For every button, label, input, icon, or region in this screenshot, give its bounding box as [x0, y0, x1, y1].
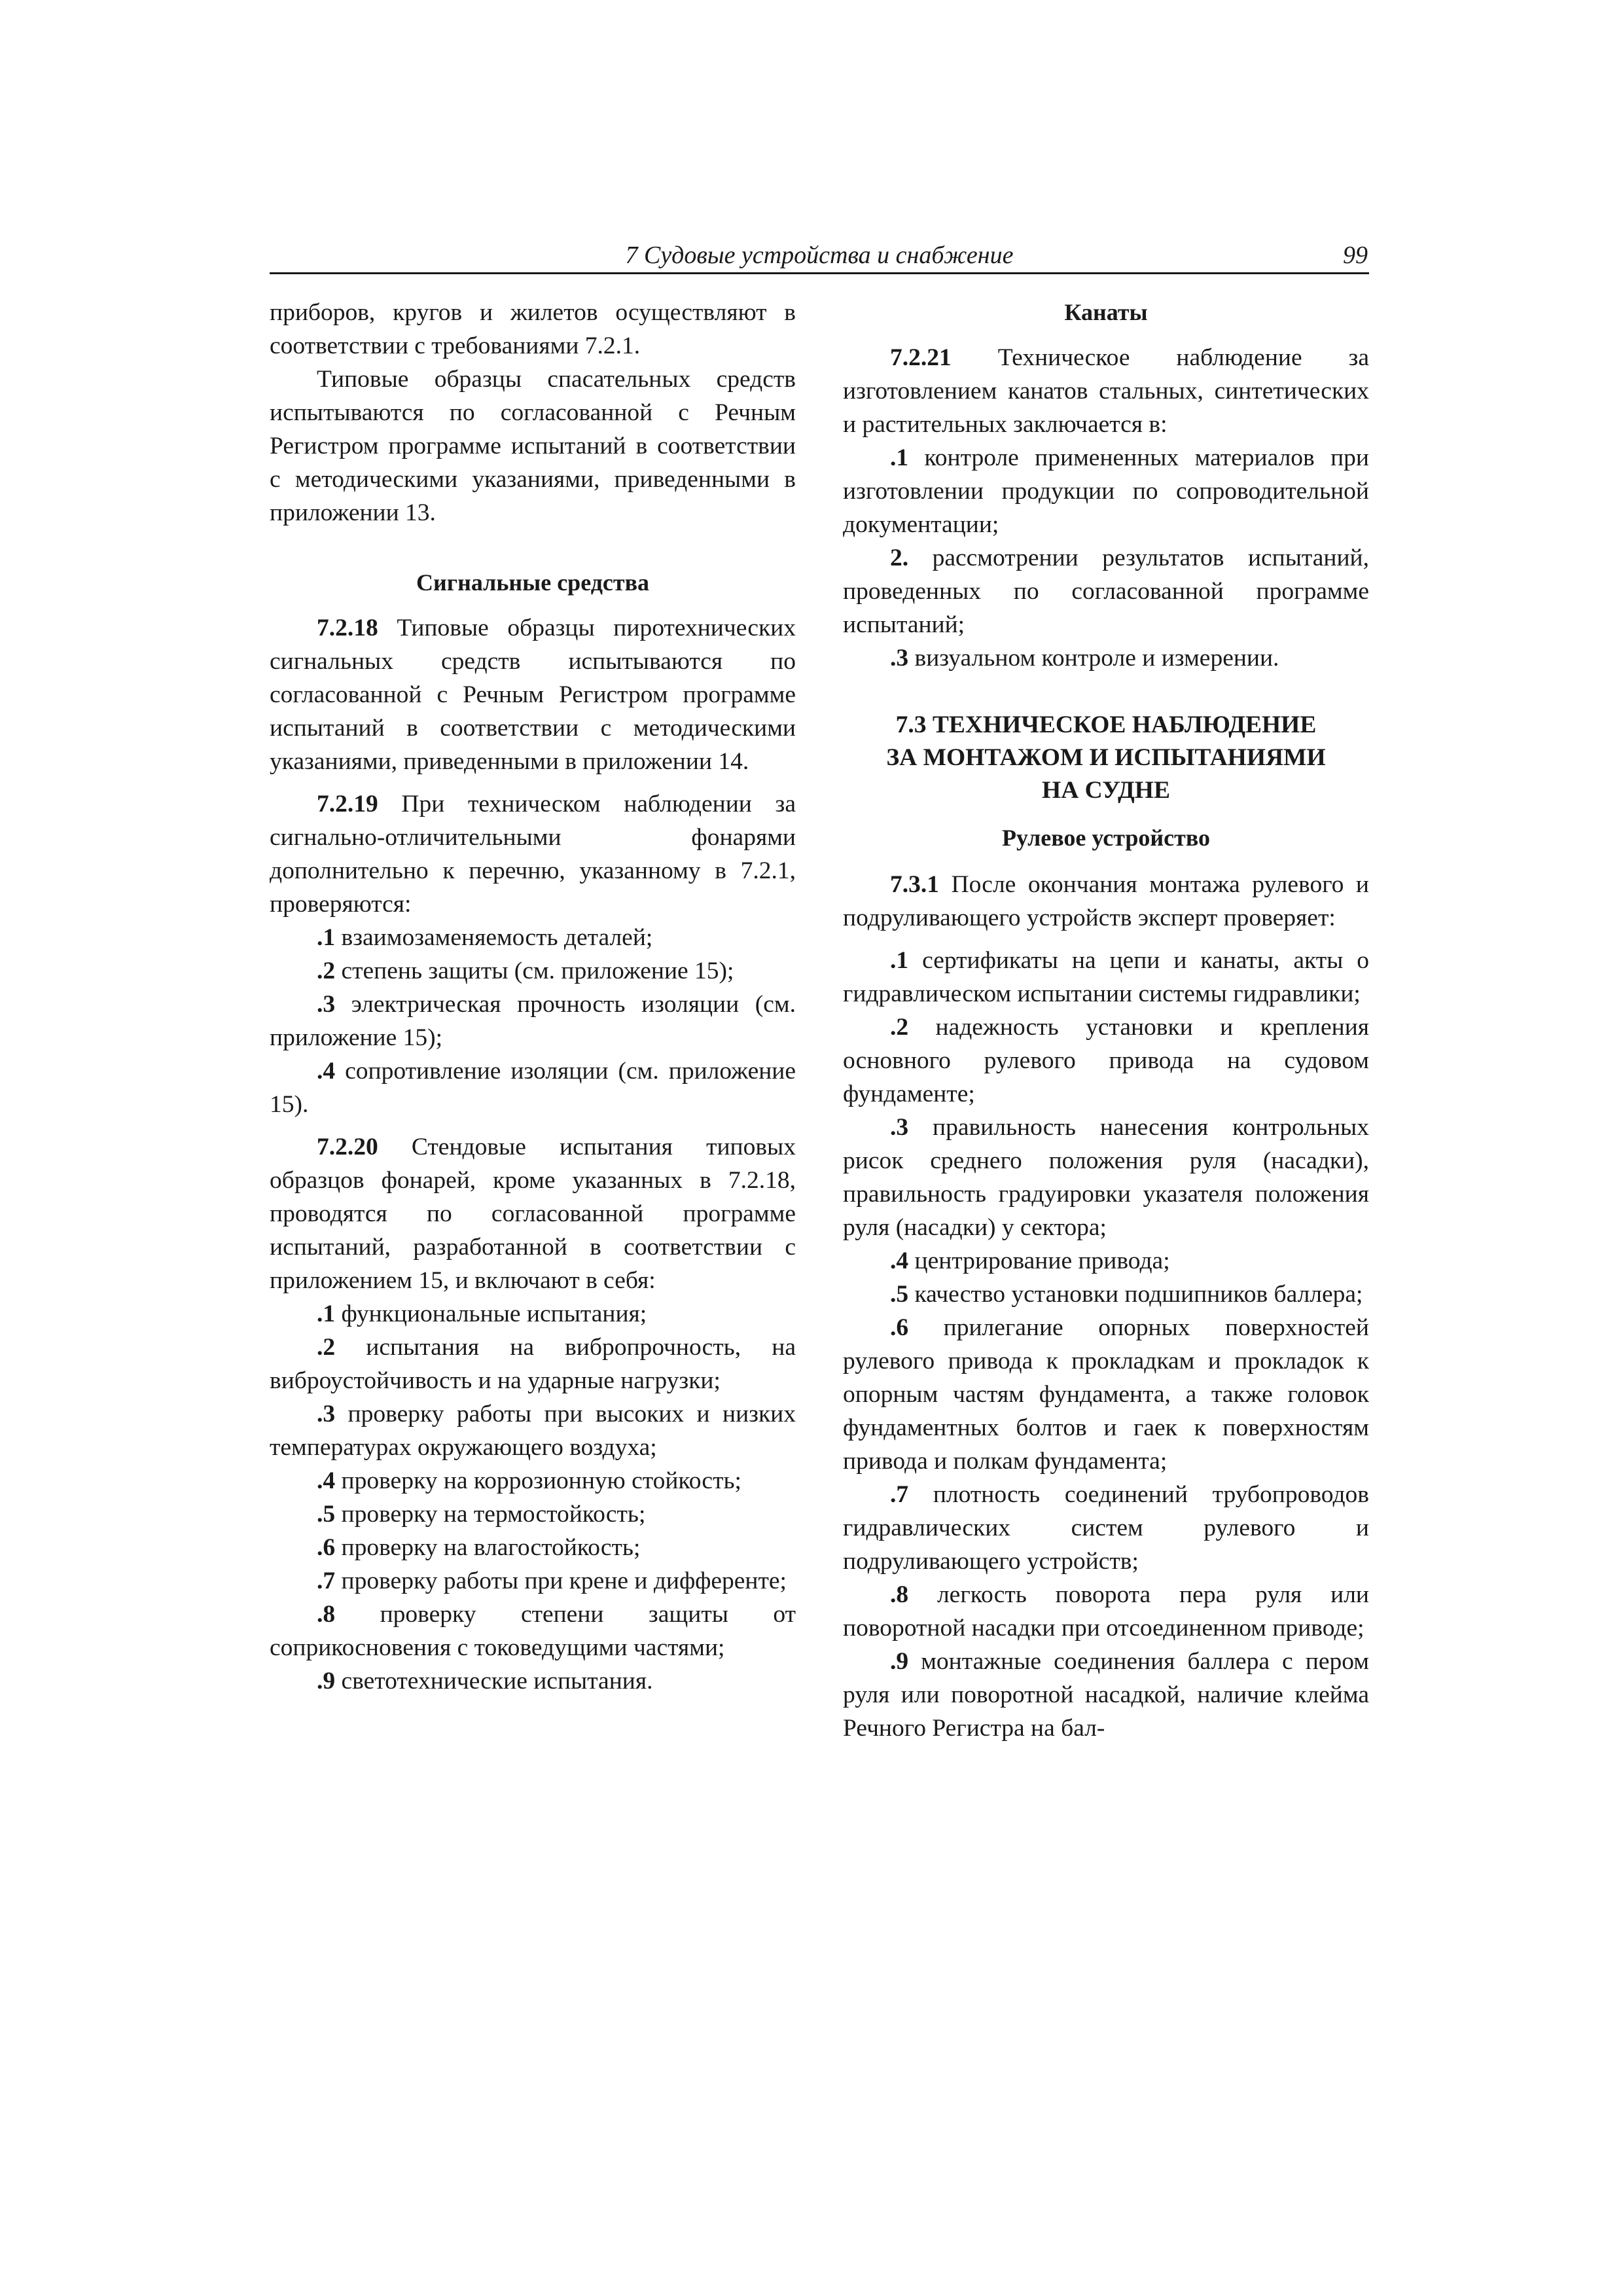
subheading-ropes: Канаты	[1064, 299, 1148, 325]
list-item: .7 плотность соединений трубопроводов гидравлических систем рулевого и подруливающего устройств;	[843, 1481, 1370, 1575]
list-item: .9 монтажные соединения баллера с пером руля или поворотной насадкой, наличие клейма Речного Регистра на бал-	[843, 1648, 1369, 1742]
clause-7-2-19	[270, 787, 796, 921]
subheading-steering-gear: Рулевое устройство	[1001, 825, 1211, 851]
clause-7-2-20	[270, 1130, 796, 1297]
clause-7-3-1	[843, 868, 1369, 935]
list-item: .3 электрическая прочность изоляции (см. приложение 15);	[270, 991, 796, 1051]
section-title-line: 7.3 ТЕХНИЧЕСКОЕ НАБЛЮДЕНИЕ	[895, 711, 1317, 738]
clause-text: Типовые образцы пиротехнических сигнальных средств испытываются по согласованной с Речным Регистром программе испытаний в соответствии с методическими указаниями, приведенными в приложении 14.	[270, 615, 796, 775]
clause-text: Техническое наблюдение за изготовлением канатов стальных, синтетических и растительных заключается в:	[843, 344, 1369, 438]
clause-number: 7.3.1	[890, 871, 939, 898]
list-item: 2. рассмотрении результатов испытаний, проведенных по согласованной программе испытаний;	[843, 545, 1370, 638]
list-item: .5 качество установки подшипников баллера;	[890, 1281, 1363, 1308]
section-title-line: НА СУДНЕ	[1042, 777, 1170, 804]
left-column	[270, 296, 796, 1698]
list-item: .2 надежность установки и крепления основного рулевого привода на судовом фундаменте;	[843, 1014, 1370, 1107]
clause-number: 7.2.19	[317, 791, 378, 817]
list-item: .1 взаимозаменяемость деталей;	[317, 924, 653, 951]
list-item: .1 функциональные испытания;	[317, 1300, 647, 1327]
list-item: .9 светотехнические испытания.	[317, 1668, 653, 1695]
clause-number: 7.2.21	[890, 344, 952, 371]
clause-number: 7.2.18	[317, 615, 378, 641]
list-item: .2 степень защиты (см. приложение 15);	[317, 958, 734, 984]
list-item: .1 сертификаты на цепи и канаты, акты о гидравлическом испытании системы гидравлики;	[843, 947, 1370, 1007]
clause-text: При техническом наблюдении за сигнально-отличительными фонарями дополнительно к перечню, указанному в 7.2.1, проверяются:	[270, 791, 796, 918]
running-header	[270, 240, 1369, 274]
clause-7-2-21	[843, 341, 1369, 441]
list-item: .4 проверку на коррозионную стойкость;	[317, 1467, 741, 1494]
list-item: .3 проверку работы при высоких и низких температурах окружающего воздуха;	[270, 1401, 796, 1461]
running-header-title: 7 Судовые устройства и снабжение	[625, 242, 1014, 269]
paragraph: Типовые образцы спасательных средств испытываются по согласованной с Речным Регистром программе испытаний в соответствии с методическими указаниями, приведенными в приложении 13.	[270, 366, 796, 526]
section-title-7-3	[843, 709, 1369, 807]
clause-text: После окончания монтажа рулевого и подруливающего устройств эксперт проверяет:	[843, 871, 1369, 931]
list-item: .3 правильность нанесения контрольных рисок среднего положения руля (насадки), правильность градуировки указателя положения руля (насадки) у сектора;	[843, 1114, 1369, 1241]
list-item: .2 испытания на вибропрочность, на виброустойчивость и на ударные нагрузки;	[270, 1334, 796, 1394]
clause-7-2-18	[270, 611, 796, 778]
list-item: .4 центрирование привода;	[890, 1247, 1170, 1274]
subheading-signal-means: Сигнальные средства	[416, 569, 650, 596]
list-item: .6 прилегание опорных поверхностей рулевого привода к прокладкам и прокладок к опорным частям фундамента, а также головок фундаментных болтов и гаек к поверхностям привода и полкам фундамента;	[843, 1314, 1369, 1475]
list-item: .3 визуальном контроле и измерении.	[890, 645, 1279, 672]
paragraph: приборов, кругов и жилетов осуществляют в соответствии с требованиями 7.2.1.	[270, 299, 796, 359]
list-item: .6 проверку на влагостойкость;	[317, 1534, 641, 1561]
list-item: .5 проверку на термостойкость;	[317, 1501, 646, 1528]
list-item: .7 проверку работы при крене и дифференте;	[317, 1568, 787, 1594]
list-item: .1 контроле примененных материалов при изготовлении продукции по сопроводительной документации;	[843, 444, 1369, 538]
list-item: .4 сопротивление изоляции (см. приложение 15).	[270, 1058, 796, 1118]
list-item: .8 проверку степени защиты от соприкосновения с токоведущими частями;	[270, 1601, 796, 1661]
right-column	[843, 296, 1369, 1745]
clause-number: 7.2.20	[317, 1134, 378, 1160]
section-title-line: ЗА МОНТАЖОМ И ИСПЫТАНИЯМИ	[886, 744, 1326, 771]
page-number: 99	[1343, 242, 1368, 269]
clause-text: Стендовые испытания типовых образцов фонарей, кроме указанных в 7.2.18, проводятся по согласованной программе испытаний, разработанной в соответствии с приложением 15, и включают в себя:	[270, 1134, 796, 1294]
list-item: .8 легкость поворота пера руля или поворотной насадки при отсоединенном приводе;	[843, 1581, 1369, 1641]
